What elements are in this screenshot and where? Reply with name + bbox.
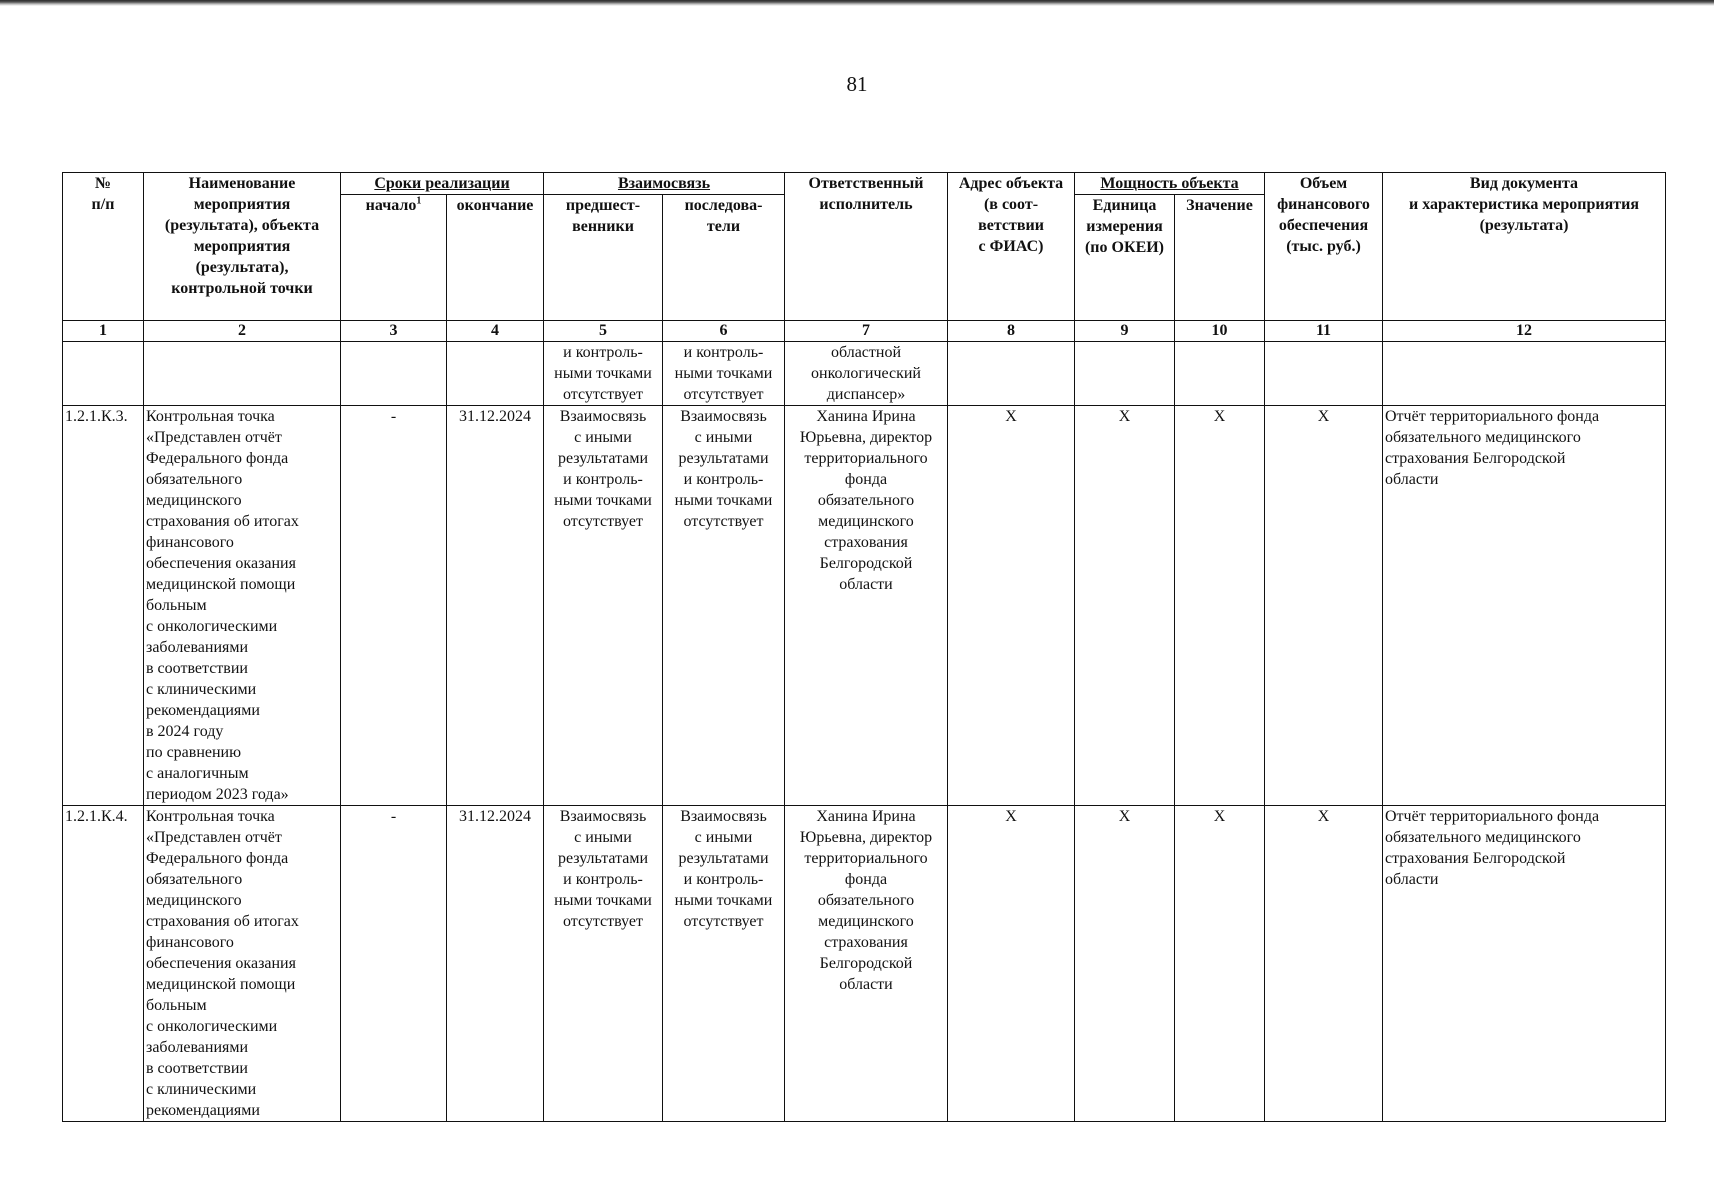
header-finance: Объем финансового обеспечения (тыс. руб.) [1265,173,1383,321]
column-number: 1 [63,321,144,342]
cell-number [63,342,144,406]
column-number: 5 [544,321,663,342]
cell-address: X [948,406,1075,806]
cell-document: Отчёт территориального фонда обязательного медицинского страхования Белгородской области [1383,406,1666,806]
cell-end [447,342,544,406]
cell-successors: Взаимосвязь с иными результатами и контроль- ными точками отсутствует [663,406,785,806]
cell-address: X [948,806,1075,1122]
table-row-k4 [63,806,1666,1122]
scan-edge [0,0,1714,6]
cell-value: X [1175,406,1265,806]
header-start-label: начало [365,197,417,214]
cell-start: - [341,806,447,1122]
cell-predecessors: Взаимосвязь с иными результатами и контроль- ными точками отсутствует [544,406,663,806]
cell-unit: X [1075,406,1175,806]
column-number: 8 [948,321,1075,342]
header-responsible: Ответственный исполнитель [785,173,948,321]
cell-name: Контрольная точка «Представлен отчёт Федерального фонда обязательного медицинского страхования об итогах финансового обеспечения оказания медицинской помощи больным с онкологическими заболеваниями в соответствии с клиническими рекомендациями в 2024 году по сравнению с аналогичным периодом 2023 года» [144,406,341,806]
cell-finance [1265,342,1383,406]
cell-finance: X [1265,806,1383,1122]
header-address: Адрес объекта (в соот- ветствии с ФИАС) [948,173,1075,321]
cell-number: 1.2.1.К.3. [63,406,144,806]
header-unit: Единица измерения (по ОКЕИ) [1075,195,1175,321]
cell-unit [1075,342,1175,406]
cell-document: Отчёт территориального фонда обязательного медицинского страхования Белгородской области [1383,806,1666,1122]
header-number: № п/п [63,173,144,321]
cell-address [948,342,1075,406]
cell-start [341,342,447,406]
header-group-capacity [1075,173,1265,195]
cell-name: Контрольная точка «Представлен отчёт Федерального фонда обязательного медицинского страхования об итогах финансового обеспечения оказания медицинской помощи больным с онкологическими заболеваниями в соответствии с клиническими рекомендациями [144,806,341,1122]
header-group-link [544,173,785,195]
cell-predecessors: Взаимосвязь с иными результатами и контроль- ными точками отсутствует [544,806,663,1122]
column-number: 2 [144,321,341,342]
header-name: Наименование мероприятия (результата), объекта мероприятия (результата), контрольной точки [144,173,341,321]
cell-end: 31.12.2024 [447,806,544,1122]
cell-responsible: областной онкологический диспансер» [785,342,948,406]
column-number: 4 [447,321,544,342]
column-number: 7 [785,321,948,342]
column-number: 12 [1383,321,1666,342]
cell-unit: X [1075,806,1175,1122]
cell-number: 1.2.1.К.4. [63,806,144,1122]
table-row-k3 [63,406,1666,806]
header-group-terms [341,173,544,195]
column-number: 9 [1075,321,1175,342]
column-number: 10 [1175,321,1265,342]
header-group-link-label: Взаимосвязь [617,175,711,192]
events-table [62,172,1666,1122]
cell-document [1383,342,1666,406]
header-value: Значение [1175,195,1265,321]
cell-end: 31.12.2024 [447,406,544,806]
header-predecessors: предшест- венники [544,195,663,321]
page-number: 81 [846,72,868,96]
cell-value [1175,342,1265,406]
cell-start: - [341,406,447,806]
column-numbers-row [63,321,1666,342]
cell-successors: и контроль- ными точками отсутствует [663,342,785,406]
header-successors: последова- тели [663,195,785,321]
column-number: 11 [1265,321,1383,342]
cell-responsible: Ханина Ирина Юрьевна, директор территориального фонда обязательного медицинского страхования Белгородской области [785,806,948,1122]
header-start [341,195,447,321]
column-number: 3 [341,321,447,342]
table-row-continuation [63,342,1666,406]
cell-responsible: Ханина Ирина Юрьевна, директор территориального фонда обязательного медицинского страхования Белгородской области [785,406,948,806]
column-number: 6 [663,321,785,342]
header-end: окончание [447,195,544,321]
cell-predecessors: и контроль- ными точками отсутствует [544,342,663,406]
header-group-capacity-label: Мощность объекта [1100,175,1239,192]
footnote-mark: 1 [416,195,422,207]
cell-name [144,342,341,406]
header-group-terms-label: Сроки реализации [374,175,510,192]
header-document: Вид документа и характеристика мероприятия (результата) [1383,173,1666,321]
cell-successors: Взаимосвязь с иными результатами и контроль- ными точками отсутствует [663,806,785,1122]
cell-value: X [1175,806,1265,1122]
cell-finance: X [1265,406,1383,806]
